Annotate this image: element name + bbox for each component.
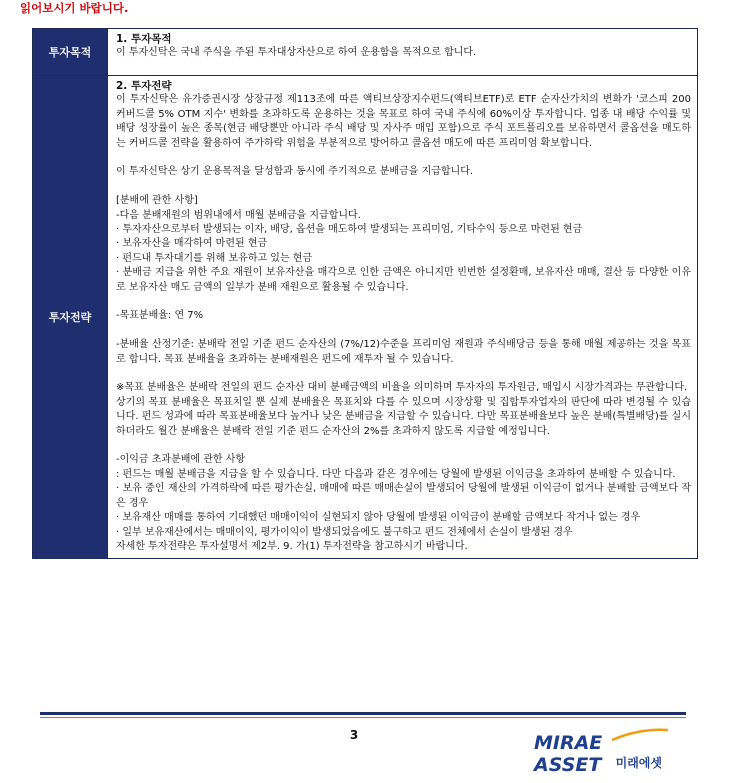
blank-line (116, 367, 691, 381)
objective-row (33, 29, 698, 76)
strategy-title: 2. 투자전략 (116, 80, 172, 92)
strategy-paragraph: 상기의 목표 분배율은 목표치일 뿐 실제 분배율은 목표치와 다를 수 있으며 시장상황 및 집합투자업자의 판단에 따라 변경될 수 있습니다. 펀드 성과에 따라 목표분배율보다 높거나 낮은 분배금을 지급할 수 있습니다. 다만 목표분배율보다 높은 분배(특별배당)를 실시하더라도 월간 분배율은 분배락 전일 기준 펀드 순자산의 2%를 초과하지 않도록 지급할 예정입니다. (116, 396, 691, 437)
logo-text-en: MIRAE ASSET (534, 732, 603, 776)
fund-info-table (32, 28, 698, 559)
strategy-paragraph: · 보유 중인 재산의 가격하락에 따른 평가손실, 매매에 따른 매매손실이 발생되어 당월에 발생된 이익금이 없거나 분배할 금액보다 작은 경우 (116, 483, 692, 509)
strategy-paragraph: [분배에 관한 사항] (116, 195, 198, 207)
strategy-paragraph: 이 투자신탁은 유가증권시장 상장규정 제113조에 따른 액티브상장지수펀드(액티브ETF)로 ETF 순자산가치의 변화가 '코스피 200 커버드콜 5% OTM 지수' 변화를 초과하도록 운용하는 것을 목표로 하여 국내 주식에 60%이상 투자합니다. 업종 내 배당 수익률 및 배당 성장률이 높은 종목(현금 배당뿐만 아니라 주식 배당 및 자사주 매입 포함)으로 주식 포트폴리오를 보유하면서 콜옵션을 매도하는 커버드콜 전략을 활용하여 주가하락 위험을 부분적으로 방어하고 콜옵션 매도에 따른 프리미엄 확보합니다. (116, 94, 691, 149)
objective-label: 투자목적 (33, 29, 108, 76)
strategy-paragraph: : 펀드는 매월 분배금을 지급을 할 수 있습니다. 다만 다음과 같은 경우에는 당월에 발생된 이익금을 초과하여 분배할 수 있습니다. (116, 468, 676, 480)
blank-line (116, 151, 691, 165)
strategy-paragraph: ※목표 분배율은 분배락 전일의 펀드 순자산 대비 분배금액의 비율을 의미하며 투자자의 투자원금, 매입시 시장가격과는 무관합니다. (116, 382, 688, 394)
mirae-asset-logo (534, 732, 674, 776)
strategy-paragraph: · 펀드내 투자대기를 위해 보유하고 있는 현금 (116, 252, 313, 264)
strategy-paragraph: · 일부 보유재산에서는 매매이익, 평가이익이 발생되었음에도 불구하고 펀드 전체에서 손실이 발생된 경우 (116, 526, 573, 538)
strategy-row (33, 76, 698, 559)
strategy-paragraph: · 보유자산을 매각하여 마련된 현금 (116, 238, 268, 250)
blank-line (116, 180, 691, 194)
blank-line (116, 324, 691, 338)
footer-rule-thin (40, 717, 686, 718)
objective-title: 1. 투자목적 (116, 33, 172, 45)
strategy-paragraph: 이 투자신탁은 상기 운용목적을 달성함과 동시에 주기적으로 분배금을 지급합니다. (116, 166, 474, 178)
page-number: 3 (349, 728, 359, 742)
blank-line (116, 295, 691, 309)
strategy-paragraph: -분배율 산정기준: 분배락 전일 기준 펀드 순자산의 (7%/12)수준을 프리미엄 재원과 주식배당금 등을 통해 매월 제공하는 것을 목표로 합니다. 목표 분배율을 초과하는 분배재원은 펀드에 재투자 될 수 있습니다. (116, 339, 691, 365)
strategy-paragraph: -이익금 초과분배에 관한 사항 (116, 454, 246, 466)
strategy-paragraph: · 보유재산 매매를 통하여 기대했던 매매이익이 실현되지 않아 당월에 발생된 이익금이 분배할 금액보다 작거나 없는 경우 (116, 512, 641, 524)
objective-text: 이 투자신탁은 국내 주식을 주된 투자대상자산으로 하여 운용함을 목적으로 합니다. (116, 47, 477, 59)
strategy-paragraph: -다음 분배재원의 범위내에서 매월 분배금을 지급합니다. (116, 209, 361, 221)
strategy-paragraph: · 투자자산으로부터 발생되는 이자, 배당, 옵션을 매도하여 발생되는 프리미엄, 기타수익 등으로 마련된 현금 (116, 224, 583, 236)
logo-text-ko: 미래에셋 (615, 756, 662, 770)
strategy-label: 투자전략 (33, 76, 108, 559)
strategy-text (116, 93, 691, 554)
objective-content (108, 29, 698, 76)
strategy-paragraph: 자세한 투자전략은 투자설명서 제2부. 9. 가(1) 투자전략을 참고하시기 바랍니다. (116, 540, 468, 552)
footer-rule (40, 712, 686, 715)
top-note: 읽어보시기 바랍니다. (20, 1, 129, 15)
strategy-paragraph: -목표분배율: 연 7% (116, 310, 204, 322)
blank-line (116, 439, 691, 453)
strategy-content (108, 76, 698, 559)
strategy-paragraph: · 분배금 지급을 위한 주요 재원이 보유자산을 매각으로 인한 금액은 아니지만 빈번한 설정환매, 보유자산 매매, 결산 등 다양한 이유로 보유자산 매도 금액의 일부가 분배 재원으로 활용될 수 있습니다. (116, 267, 691, 293)
